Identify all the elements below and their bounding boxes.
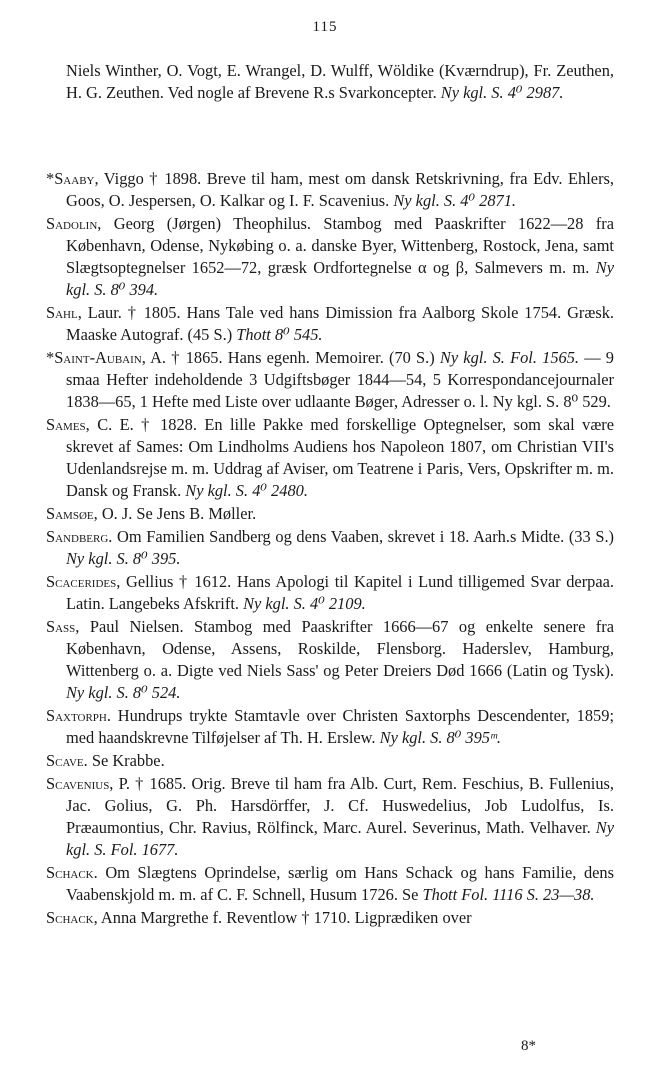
entry-text: Georg (Jørgen) Theophilus. Stambog med Paaskrifter 1622—28 fra København, Odense, Nykøbing o. a. danske Byer, Wittenberg, Rostock, Jena, samt Slægtsoptegnelser 1652—72, græsk Ordfortegnelse α og β, Salmevers m. m. bbox=[66, 214, 614, 277]
catalogue-entries bbox=[46, 168, 614, 930]
intro-text: Niels Winther, O. Vogt, E. Wrangel, D. Wulff, Wöldike (Kværndrup), Fr. Zeuthen, H. G. Zeuthen. Ved nogle af Brevene R.s Svarkoncepter. bbox=[66, 61, 614, 102]
shelfmark: Ny kgl. S. 4⁰ 2480. bbox=[185, 481, 308, 500]
continued-entry bbox=[66, 60, 614, 104]
entry-heading: *Saint-Aubain, bbox=[46, 348, 146, 367]
entry-heading: Sahl, bbox=[46, 303, 82, 322]
entry-text: Hundrups trykte Stamtavle over Christen Saxtorphs Descendenter, 1859; med haandskrevne Tilføjelser af Th. H. Erslew. bbox=[66, 706, 614, 747]
entry-text: Anna Margrethe f. Reventlow † 1710. Ligprædiken over bbox=[97, 908, 472, 927]
page-signature: 8* bbox=[521, 1038, 536, 1054]
shelfmark: Ny kgl. S. 8⁰ 394. bbox=[66, 258, 614, 299]
entry-heading: *Saaby, bbox=[46, 169, 99, 188]
entry-tail: — 9 smaa Hefter indeholdende 3 Udgiftsbøger 1844—54, 5 Korrespondancejournaler 1838—65, 1 Hefte med Liste over udlaante Bøger, Adresser o. l. Ny kgl. S. 8⁰ 529. bbox=[66, 348, 614, 411]
catalogue-entry bbox=[46, 526, 614, 570]
catalogue-entry bbox=[46, 503, 614, 525]
entry-text: Om Slægtens Oprindelse, særlig om Hans Schack og hans Familie, dens Vaabenskjold m. m. af C. F. Schnell, Husum 1726. Se bbox=[66, 863, 614, 904]
shelfmark: Ny kgl. S. 4⁰ 2871. bbox=[393, 191, 517, 210]
shelfmark: Ny kgl. S. 8⁰ 524. bbox=[66, 683, 181, 702]
catalogue-entry bbox=[46, 862, 614, 906]
catalogue-entry bbox=[46, 347, 614, 413]
entry-text: Om Familien Sandberg og dens Vaaben, skrevet i 18. Aarh.s Midte. (33 S.) bbox=[112, 527, 614, 546]
entry-text: A. † 1865. Hans egenh. Memoirer. (70 S.) bbox=[145, 348, 440, 367]
entry-heading: Scavenius, bbox=[46, 774, 114, 793]
entry-heading: Schack, bbox=[46, 908, 98, 927]
catalogue-entry bbox=[46, 616, 614, 704]
shelfmark: Ny kgl. S. 4⁰ 2987. bbox=[440, 83, 564, 102]
shelfmark: Ny kgl. S. 4⁰ 2109. bbox=[243, 594, 366, 613]
entry-heading: Saxtorph. bbox=[46, 706, 111, 725]
entry-text: C. E. † 1828. En lille Pakke med forskellige Optegnelser, som skal være skrevet af Sames: Om Lindholms Audiens hos Napoleon 1807, om Christian VII's Udenlandsrejse m. m. Uddrag af Aviser, om Teatrene i Paris, Vers, Opskrifter m. m. Dansk og Fransk. bbox=[66, 415, 614, 500]
entry-heading: Sandberg. bbox=[46, 527, 113, 546]
catalogue-entry bbox=[46, 414, 614, 502]
entry-text: Laur. † 1805. Hans Tale ved hans Dimission fra Aalborg Skole 1754. Græsk. Maaske Autograf. (45 S.) bbox=[66, 303, 614, 344]
catalogue-entry bbox=[46, 571, 614, 615]
catalogue-entry bbox=[46, 302, 614, 346]
entry-heading: Sames, bbox=[46, 415, 90, 434]
catalogue-entry bbox=[46, 773, 614, 861]
entry-text: O. J. Se Jens B. Møller. bbox=[97, 504, 257, 523]
page-number: 115 bbox=[312, 19, 338, 35]
shelfmark: Ny kgl. S. Fol. 1677. bbox=[66, 818, 614, 859]
entry-text: Paul Nielsen. Stambog med Paaskrifter 1666—67 og enkelte senere fra København, Odense, Assens, Roskilde, Flensborg. Haderslev, Hamburg, Wittenberg o. a. Digte ved Niels Sass' og Peter Dreiers Død 1666 (Latin og Tysk). bbox=[66, 617, 614, 680]
entry-heading: Sadolin, bbox=[46, 214, 102, 233]
entry-heading: Schack. bbox=[46, 863, 98, 882]
entry-heading: Scave. bbox=[46, 751, 88, 770]
shelfmark: Ny kgl. S. Fol. 1565. bbox=[439, 348, 580, 367]
shelfmark: Thott Fol. 1116 S. 23—38. bbox=[422, 885, 595, 904]
catalogue-entry bbox=[46, 213, 614, 301]
shelfmark: Thott 8⁰ 545. bbox=[236, 325, 323, 344]
entry-heading: Scacerides, bbox=[46, 572, 121, 591]
catalogue-entry bbox=[46, 750, 614, 772]
catalogue-entry bbox=[46, 907, 614, 929]
shelfmark: Ny kgl. S. 8⁰ 395. bbox=[66, 549, 181, 568]
entry-heading: Sass, bbox=[46, 617, 80, 636]
catalogue-entry bbox=[46, 705, 614, 749]
entry-heading: Samsøe, bbox=[46, 504, 98, 523]
entry-text: P. † 1685. Orig. Breve til ham fra Alb. Curt, Rem. Feschius, B. Fullenius, Jac. Golius, G. Ph. Harsdörffer, J. Cf. Huswedelius, Job Ludolfus, Is. Præaumontius, Chr. Ravius, Rölfinck, Marc. Aurel. Severinus, Math. Velhaver. bbox=[66, 774, 614, 837]
shelfmark: Ny kgl. S. 8⁰ 395ᵐ. bbox=[379, 728, 501, 747]
entry-text: Gellius † 1612. Hans Apologi til Kapitel i Lund tilligemed Svar derpaa. Latin. Langebeks Afskrift. bbox=[66, 572, 614, 613]
catalogue-entry bbox=[46, 168, 614, 212]
entry-text: Se Krabbe. bbox=[87, 751, 165, 770]
entry-text: Viggo † 1898. Breve til ham, mest om dansk Retskrivning, fra Edv. Ehlers, Goos, O. Jespersen, O. Kalkar og I. F. Scavenius. bbox=[66, 169, 614, 210]
